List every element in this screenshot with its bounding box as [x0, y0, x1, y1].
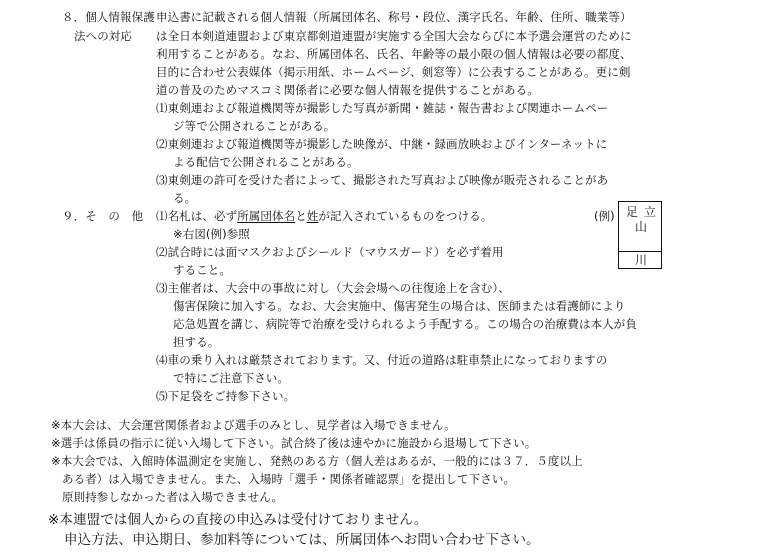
section8-item1-line: ジ等で公開されることがある。 [173, 119, 336, 133]
nameplate-group-char: 足 [626, 205, 639, 219]
section9-item3-line: 傷害保険に加入する。なお、大会実施中、傷害発生の場合は、医師または看護師により [173, 299, 626, 313]
section8-line: は全日本剣道連盟および東京都剣道連盟が実施する全国大会ならびに本予選会運営のために [156, 29, 632, 43]
section9-item2-line: ⑵試合時には面マスクおよびシールド（マウスガード）を必ず着用 [156, 245, 504, 259]
note-line: 原則持参しなかった者は入場できません。 [62, 490, 284, 504]
section9-item2-line: すること。 [173, 263, 231, 277]
section8-item3-line: る。 [173, 191, 197, 205]
note-line: ある者）は入場できません。また、入場時「選手・関係者確認票」を提出して下さい。 [62, 472, 516, 486]
item1-surname: 姓 [306, 209, 319, 223]
note-line: ※本大会では、入館時体温測定を実施し、発熱のある方（個人差はあるが、一般的には３７．５度以上 [51, 454, 583, 468]
section9-heading: ９．そ の 他 [62, 209, 144, 223]
nameplate-group-char: 立 [644, 205, 657, 219]
section9-item1 [156, 209, 492, 223]
section8-item2-line: よる配信で公開されることがある。 [173, 155, 359, 169]
nameplate-divider [619, 251, 661, 252]
nameplate-example [618, 201, 662, 269]
section9-item4-line: で特にご注意下さい。 [173, 371, 289, 385]
item1-pre: ⑴名札は、必ず [156, 209, 238, 223]
section8-line: 申込書に記載される個人情報（所属団体名、称号・段位、漢字氏名、年齢、住所、職業等） [156, 10, 632, 24]
item1-mid: と [295, 209, 307, 223]
section9-item5-line: ⑸下足袋をご持参下さい。 [156, 389, 296, 403]
section9-item3-line: 応急処置を講じ、病院等で治療を受けられるよう手配する。この場合の治療費は本人が負 [173, 317, 637, 331]
section9-item1-note: ※右図(例)参照 [173, 227, 250, 241]
example-label: (例) [594, 209, 615, 223]
section8-line: 利用することがある。なお、所属団体名、氏名、年齢等の最小限の個人情報は必要の都度、 [156, 47, 632, 61]
note-line: ※本大会は、大会運営関係者および選手のみとし、見学者は入場できません。 [51, 418, 456, 432]
section8-item2-line: ⑵東剣連および報道機関等が撮影した映像が、中継・録画放映およびインターネットに [156, 137, 608, 151]
section9-item3-line: 担する。 [173, 335, 220, 349]
section8-line: 道の普及のためマスコミ関係者に必要な個人情報を提供することがある。 [156, 83, 539, 97]
section9-item3-line: ⑶主催者は、大会中の事故に対し（大会会場への往復途上を含む）、 [156, 281, 510, 295]
section8-heading-line2: 法への対応 [74, 29, 132, 43]
nameplate-surname-char: 山 [635, 220, 648, 234]
item1-post: が記入されているものをつける。 [318, 209, 493, 223]
footer-line1: ※本連盟では個人からの直接の申込みは受付けておりません。 [48, 512, 428, 528]
section8-line: 目的に合わせ公表媒体（掲示用紙、ホームページ、剣窓等）に公表することがある。更に剣 [156, 65, 631, 79]
nameplate-surname-char: 川 [635, 253, 648, 267]
section8-item1-line: ⑴東剣連および報道機関等が撮影した写真が新聞・雑誌・報告書および関連ホームペー [156, 101, 609, 115]
item1-group-name: 所属団体名 [237, 209, 296, 223]
note-line: ※選手は係員の指示に従い入場して下さい。試合終了後は速やかに施設から退場して下さい。 [51, 436, 537, 450]
footer-line2: 申込方法、申込期日、参加料等については、所属団体へお問い合わせ下さい。 [64, 532, 540, 548]
section9-item4-line: ⑷車の乗り入れは厳禁されております。又、付近の道路は駐車禁止になっておりますの [156, 353, 608, 367]
section8-item3-line: ⑶東剣連の許可を受けた者によって、撮影された写真および映像が販売されることがあ [156, 173, 609, 187]
section8-heading-line1: ８．個人情報保護 [62, 10, 155, 24]
